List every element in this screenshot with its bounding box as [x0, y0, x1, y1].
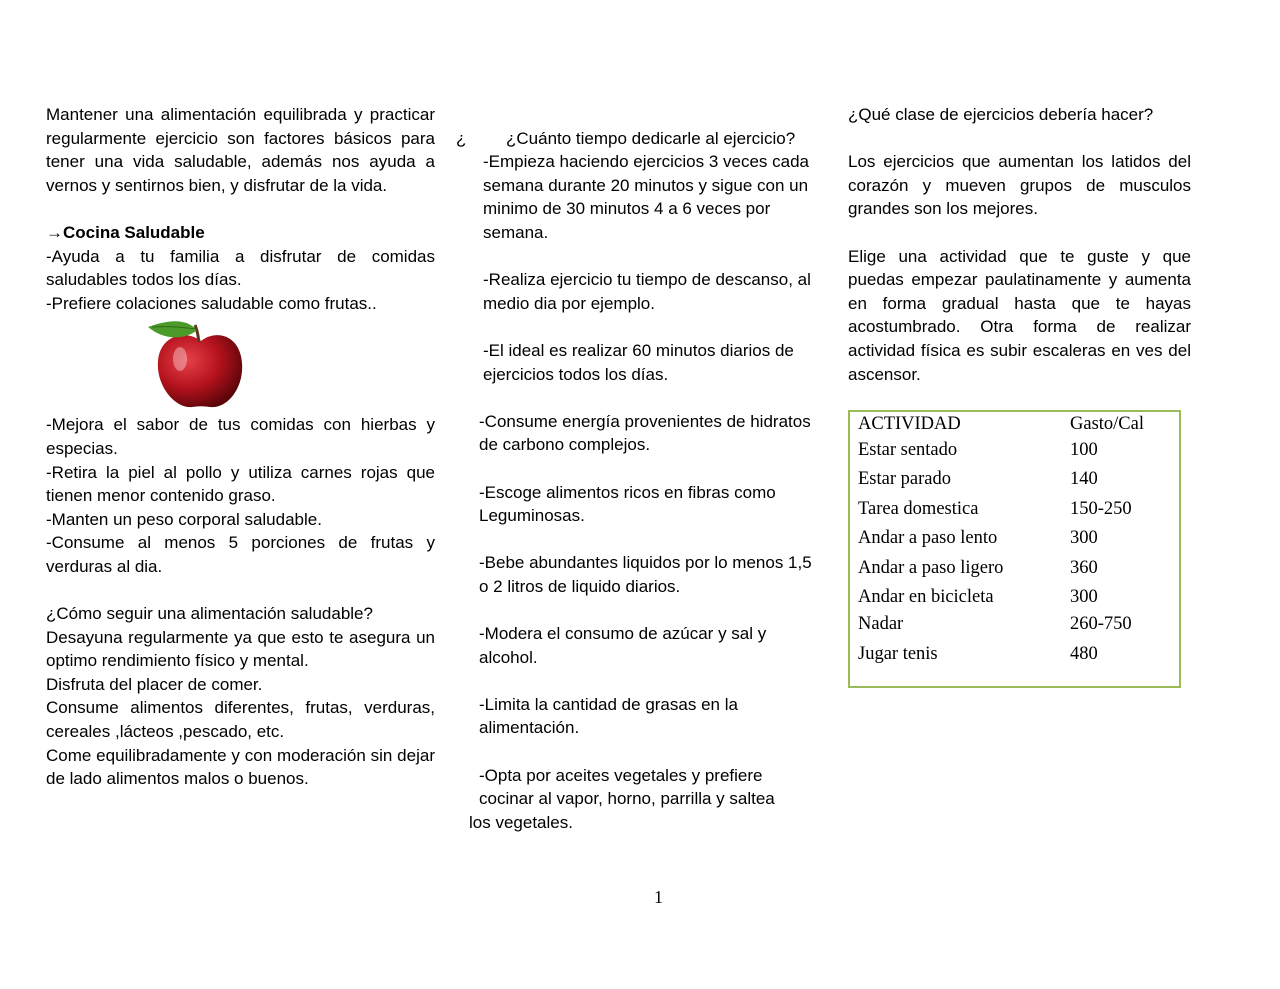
- answer-item: Desayuna regularmente ya que esto te asegura un optimo rendimiento físico y mental.: [46, 627, 435, 671]
- activity-cell: Andar en bicicleta: [858, 587, 994, 607]
- nutrition-paragraph: -Bebe abundantes liquidos por lo menos 1,5 o 2 litros de liquido diarios.: [479, 553, 812, 596]
- exercise-paragraph: -Realiza ejercicio tu tiempo de descanso, al medio dia por ejemplo.: [483, 270, 811, 313]
- heading-text: Cocina Saludable: [63, 222, 205, 242]
- exercise-paragraph: -El ideal es realizar 60 minutos diarios de ejercicios todos los días.: [483, 340, 794, 384]
- healthy-eating-question: ¿Cómo seguir una alimentación saludable?: [46, 604, 373, 624]
- question-mark-glyph: ¿: [456, 128, 467, 148]
- answer-item: Disfruta del placer de comer.: [46, 674, 263, 694]
- nutrition-paragraph: -Opta por aceites vegetales y prefiere cocinar al vapor, horno, parrilla y saltea: [479, 765, 775, 809]
- calorie-cell: 100: [1070, 440, 1098, 460]
- column-right: [848, 103, 1191, 386]
- intro-paragraph: Mantener una alimentación equilibrada y practicar regularmente ejercicio son factores básicos para tener una vida saludable, además nos ayuda a vernos y sentirnos bien, y disfrutar de la vida.: [46, 105, 435, 195]
- exercise-type-paragraph: Los ejercicios que aumentan los latidos del corazón y mueven grupos de musculos grandes son los mejores.: [848, 152, 1191, 219]
- activity-cell: Nadar: [858, 614, 904, 634]
- page-number: 1: [654, 887, 663, 907]
- calorie-cell: 360: [1070, 558, 1098, 578]
- answer-item: Come equilibradamente y con moderación sin dejar de lado alimentos malos o buenos.: [46, 745, 435, 789]
- column-middle: [456, 103, 816, 834]
- answer-item: Consume alimentos diferentes, frutas, verduras, cereales ,lácteos ,pescado, etc.: [46, 698, 435, 742]
- tip-item: -Consume al menos 5 porciones de frutas y verduras al dia.: [46, 533, 435, 576]
- activity-cell: Andar a paso ligero: [858, 558, 1004, 578]
- activity-cell: Tarea domestica: [858, 499, 979, 519]
- header-activity: ACTIVIDAD: [858, 414, 961, 434]
- calorie-cell: 300: [1070, 587, 1098, 607]
- tip-item: -Mejora el sabor de tus comidas con hierbas y especias.: [46, 415, 435, 458]
- exercise-paragraph: [456, 150, 816, 244]
- tip-item: -Retira la piel al pollo y utiliza carnes rojas que tienen menor contenido graso.: [46, 462, 435, 506]
- activity-cell: Estar parado: [858, 469, 951, 489]
- nutrition-paragraph-end: los vegetales.: [469, 812, 573, 832]
- arrow-right-icon: →: [46, 222, 63, 242]
- calorie-cell: 140: [1070, 469, 1098, 489]
- calorie-cell: 260-750: [1070, 614, 1132, 634]
- calorie-cell: 480: [1070, 644, 1098, 664]
- exercise-time-question: [456, 127, 816, 151]
- header-calories: Gasto/Cal: [1070, 414, 1144, 434]
- nutrition-paragraph: -Limita la cantidad de grasas en la alimentación.: [479, 694, 738, 738]
- apple-image: [146, 317, 256, 411]
- calorie-table: [848, 410, 1181, 688]
- tip-item: -Manten un peso corporal saludable.: [46, 509, 322, 529]
- calorie-cell: 150-250: [1070, 499, 1132, 519]
- calorie-cell: 300: [1070, 528, 1098, 548]
- exercise-type-paragraph: Elige una actividad que te guste y que puedas empezar paulatinamente y aumenta en forma gradual hasta que te hayas acostumbrado. Otra forma de realizar actividad física es subir escaleras en ves del ascensor.: [848, 246, 1191, 384]
- paragraph-text: -Empieza haciendo ejercicios 3 veces cada semana durante 20 minutos y sigue con un minimo de 30 minutos 4 a 6 veces por semana.: [483, 152, 810, 242]
- nutrition-paragraph: -Consume energía provenientes de hidratos de carbono complejos.: [479, 411, 811, 455]
- nutrition-paragraph: -Escoge alimentos ricos en fibras como Leguminosas.: [479, 482, 776, 526]
- question-text: ¿Cuánto tiempo dedicarle al ejercicio?: [506, 128, 796, 148]
- activity-cell: Estar sentado: [858, 440, 958, 460]
- exercise-type-question: ¿Qué clase de ejercicios debería hacer?: [848, 105, 1154, 124]
- tip-item: -Prefiere colaciones saludable como frutas..: [46, 293, 377, 313]
- column-left: [46, 103, 435, 791]
- cocina-saludable-heading: [46, 221, 435, 245]
- nutrition-paragraph: -Modera el consumo de azúcar y sal y alcohol.: [479, 624, 767, 667]
- activity-cell: Andar a paso lento: [858, 528, 998, 548]
- activity-cell: Jugar tenis: [858, 644, 938, 664]
- tip-item: -Ayuda a tu familia a disfrutar de comidas saludables todos los días.: [46, 246, 435, 290]
